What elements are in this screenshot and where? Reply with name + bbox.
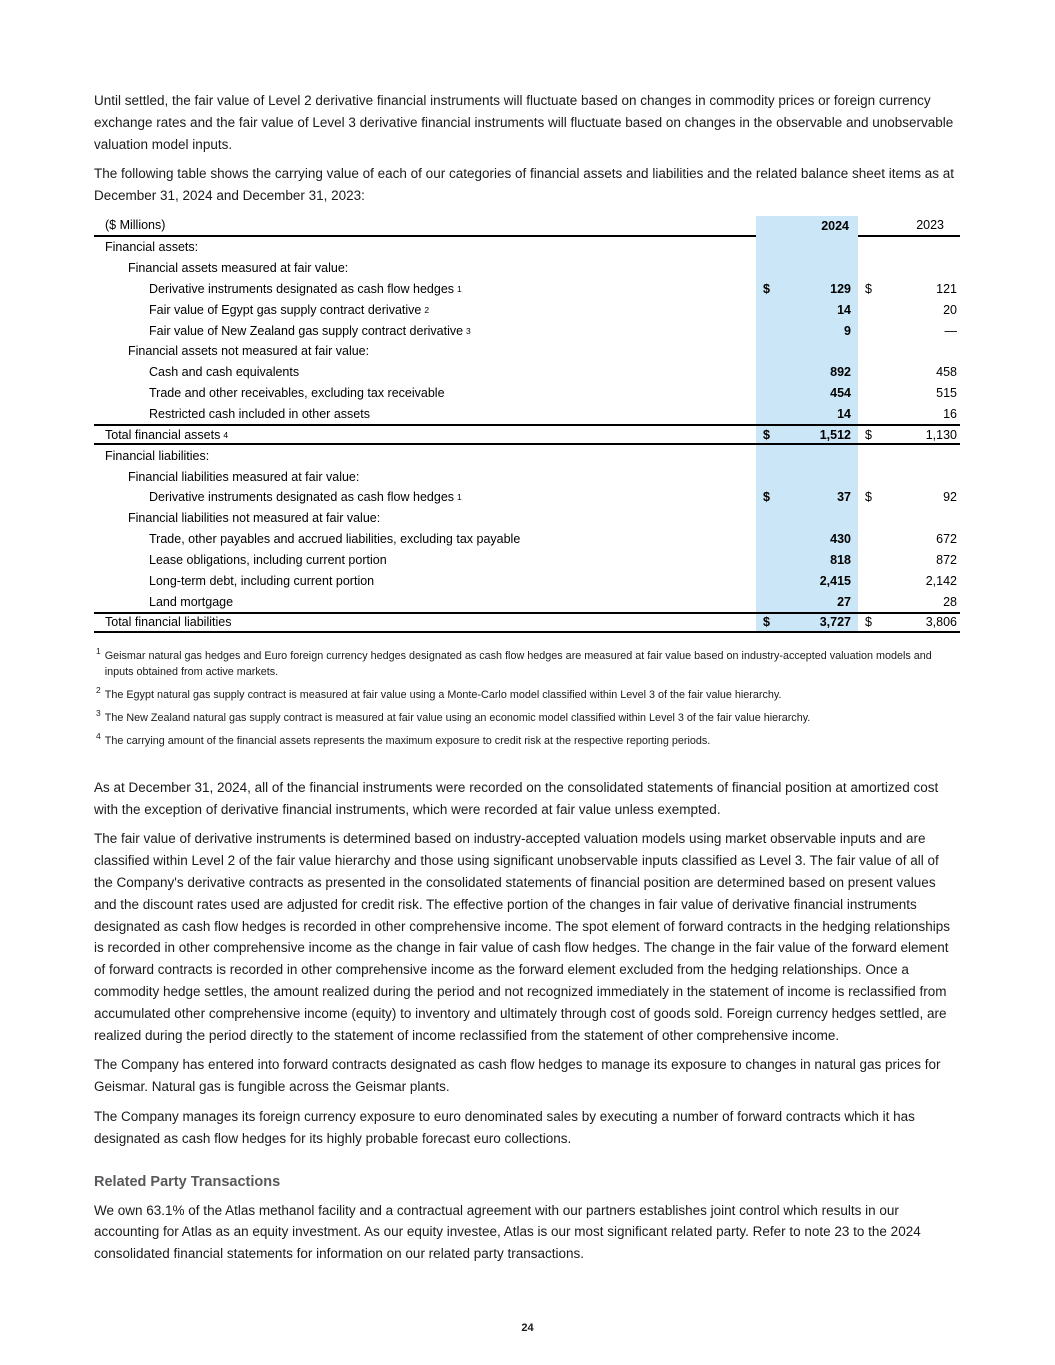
cell-2024 [756, 466, 858, 487]
table-row [94, 279, 960, 300]
financial-assets-liabilities-table [94, 216, 960, 633]
cell-2024: 2,415 [756, 570, 858, 591]
cell-2023 [858, 508, 960, 529]
table-row [94, 508, 960, 529]
cell-2023: 2,142 [925, 573, 957, 588]
cell-2023: 20 [943, 302, 957, 317]
row-label: Trade, other payables and accrued liabilities, excluding tax payable [149, 532, 521, 547]
row-label: Financial liabilities: [105, 448, 210, 463]
row-label: Financial liabilities measured at fair value: [128, 469, 360, 484]
cell-2024: 14 [756, 299, 858, 320]
table-row [94, 529, 960, 550]
cell-2024: $ 3,727 [756, 614, 858, 631]
table-row [94, 404, 960, 425]
related-party-paragraph: We own 63.1% of the Atlas methanol facility and a contractual agreement with our partners establishes joint control which results in our accounting for Atlas as an equity investment. As our equity investee, Atlas is our most significant related party. Refer to note 23 to the 2024 consolidated financial statements for information on our related party transactions. [94, 1202, 921, 1262]
page-content [94, 0, 960, 1273]
table-row [94, 383, 960, 404]
footnote: 1 Geismar natural gas hedges and Euro foreign currency hedges designated as cash flow hedges are measured at fair value based on industry-accepted valuation models and inputs obtained from active markets. [96, 645, 932, 678]
table-header-unit-label: ($ Millions) [94, 216, 756, 237]
cell-2024: $ 129 [756, 279, 858, 300]
cell-2023: — [944, 323, 957, 338]
table-row [94, 466, 960, 487]
cell-2024: 892 [756, 362, 858, 383]
cell-2023 [858, 341, 960, 362]
cell-2024: 9 [756, 320, 858, 341]
row-label: Land mortgage [149, 594, 234, 609]
row-label: Financial assets not measured at fair value: [128, 344, 370, 359]
cell-2024: 27 [756, 591, 858, 612]
cell-2023: 458 [936, 365, 957, 380]
body-paragraph-2: The fair value of derivative instruments is determined based on industry-accepted valuation models using market observable inputs and are classified within Level 2 of the fair value hierarchy and those using significant unobservable inputs classified as Level 3. The fair value of all of the Company's derivative contracts as presented in the consolidated statements of financial position are determined based on present values and the discount rates used are adjusted for credit risk. The effective portion of the changes in fair value of derivative financial instruments designated as cash flow hedges is recorded in other comprehensive income. The spot element of forward contracts in the hedging relationships is recorded in other comprehensive income as the change in fair value of cash flow hedges. The change in the fair value of the forward element of forward contracts is recorded in other comprehensive income as the forward element excluded from the hedging relationships. Once a commodity hedge settles, the amount realized during the period and not recognized immediately in the statement of income is reclassified from accumulated other comprehensive income (equity) to inventory and ultimately through cost of goods sold. Foreign currency hedges settled, are realized during the period directly to the statement of income reclassified from the statement of other comprehensive income. [94, 831, 950, 1043]
cell-2023: 28 [943, 594, 957, 609]
footnote: 2 The Egypt natural gas supply contract is measured at fair value using a Monte-Carlo model classified within Level 3 of the fair value hierarchy. [96, 684, 782, 701]
cell-2024 [756, 508, 858, 529]
body-paragraph-4: The Company manages its foreign currency exposure to euro denominated sales by executing a number of forward contracts which it has designated as cash flow hedges for its highly probable forecast euro collections. [94, 1109, 915, 1146]
cell-2023: 872 [936, 552, 957, 567]
intro-paragraph-2: The following table shows the carrying value of each of our categories of financial assets and liabilities and the related balance sheet items as at December 31, 2024 and December 31, 2023: [94, 166, 954, 204]
row-label: Fair value of New Zealand gas supply contract derivative 3 [149, 323, 471, 338]
cell-2024: 454 [756, 383, 858, 404]
cell-2023: $ 92 [865, 490, 957, 505]
cell-2024 [756, 341, 858, 362]
cell-2023: $ 3,806 [865, 615, 957, 630]
table-row [94, 591, 960, 612]
cell-2023 [858, 445, 960, 466]
row-label: Derivative instruments designated as cash flow hedges 1 [149, 490, 462, 505]
row-label: Financial assets measured at fair value: [128, 261, 349, 276]
cell-2024: $ 37 [756, 487, 858, 508]
row-label: Long-term debt, including current portion [149, 573, 375, 588]
table-row [94, 612, 960, 633]
table-rows [94, 237, 960, 633]
cell-2023: 16 [943, 407, 957, 421]
table-row [94, 570, 960, 591]
footnote: 4 The carrying amount of the financial assets represents the maximum exposure to credit risk at the respective reporting periods. [96, 730, 711, 747]
row-label: Total financial liabilities [105, 615, 232, 630]
cell-2024: $ 1,512 [756, 426, 858, 443]
cell-2023: 515 [936, 386, 957, 401]
cell-2023 [858, 258, 960, 279]
table-header-2024 [756, 216, 858, 237]
row-label: Total financial assets 4 [105, 427, 229, 442]
row-label: Derivative instruments designated as cash flow hedges 1 [149, 281, 462, 296]
table-row [94, 341, 960, 362]
row-label: Trade and other receivables, excluding tax receivable [149, 386, 445, 401]
table-row [94, 487, 960, 508]
row-label: Fair value of Egypt gas supply contract derivative 2 [149, 302, 430, 317]
table-row [94, 320, 960, 341]
table-header-row [94, 216, 960, 237]
footnotes [94, 645, 960, 749]
row-label: Cash and cash equivalents [149, 365, 300, 380]
table-row [94, 299, 960, 320]
cell-2024: 430 [756, 529, 858, 550]
cell-2024 [756, 237, 858, 258]
row-label: Restricted cash included in other assets [149, 407, 370, 421]
table-row [94, 445, 960, 466]
cell-2023: $ 1,130 [865, 427, 957, 442]
table-row [94, 258, 960, 279]
footnote: 3 The New Zealand natural gas supply contract is measured at fair value using an economic model classified within Level 3 of the fair value hierarchy. [96, 707, 811, 724]
page-number: 24 [521, 1322, 534, 1334]
cell-2024 [756, 258, 858, 279]
cell-2023 [858, 237, 960, 258]
row-label: Lease obligations, including current portion [149, 552, 387, 567]
related-party-heading: Related Party Transactions [94, 1173, 281, 1190]
table-header-2023 [858, 216, 960, 237]
table-row [94, 237, 960, 258]
cell-2023: 672 [936, 532, 957, 547]
table-row [94, 362, 960, 383]
cell-2023 [858, 466, 960, 487]
column-header-2024: 2024 [821, 219, 849, 234]
row-label: Financial assets: [105, 240, 199, 255]
body-paragraph-1: As at December 31, 2024, all of the financial instruments were recorded on the consolidated statements of financial position at amortized cost with the exception of derivative financial instruments, which were recorded at fair value unless exempted. [94, 779, 939, 817]
table-row [94, 549, 960, 570]
cell-2024 [756, 445, 858, 466]
table-row [94, 424, 960, 445]
body-paragraph-3: The Company has entered into forward contracts designated as cash flow hedges to manage its exposure to changes in natural gas prices for Geismar. Natural gas is fungible across the Geismar plants. [94, 1057, 941, 1095]
cell-2024: 818 [756, 549, 858, 570]
cell-2023: $ 121 [865, 281, 957, 296]
row-label: Financial liabilities not measured at fair value: [128, 511, 381, 526]
column-header-2023: 2023 [916, 218, 944, 233]
intro-paragraph-1: Until settled, the fair value of Level 2 derivative financial instruments will fluctuate based on changes in commodity prices or foreign currency exchange rates and the fair value of Level 3 derivative financial instruments will fluctuate based on changes in the observable and unobservable valuation model inputs. [94, 93, 954, 152]
cell-2024: 14 [756, 404, 858, 425]
